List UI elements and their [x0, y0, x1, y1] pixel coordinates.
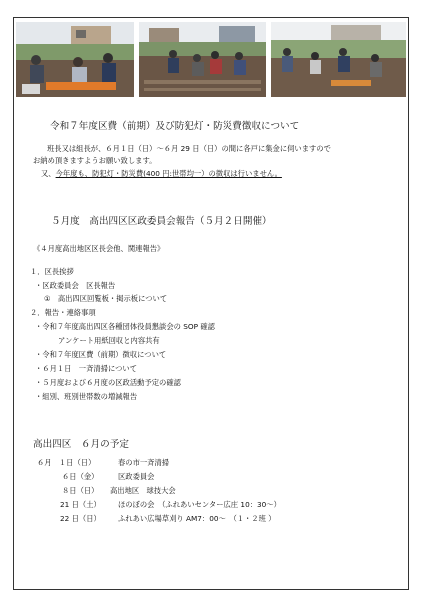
report-item: ・令和７年度高出四区各種団体役員懇談会の SOP 確認 [35, 322, 215, 331]
notice-underlined-text: 今年度も、防犯灯・防災費(400 円:世帯均一）の徴収は行いません。 [55, 169, 282, 178]
notice-line-2: お納め頂きますようお願い致します。 [33, 156, 157, 165]
schedule-date: 21 日（土） [60, 500, 101, 509]
notice-line-1: 班長又は組長が、６月１日（日）～６月 29 日（日）の間に各戸に集金に伺いますので [47, 144, 331, 153]
report-item: ・令和７年度区費（前期）徴収について [35, 350, 167, 359]
report-item: １．区長挨拶 [30, 267, 74, 276]
report-item: ２．報告・連絡事項 [30, 308, 96, 317]
report-subtitle: 《４月度高出地区区長会他、関連報告》 [33, 244, 165, 253]
planting-photo-3 [271, 22, 406, 97]
planting-photo-2 [139, 22, 266, 97]
report-title: ５月度 高出四区区政委員会報告（５月２日開催） [51, 216, 272, 227]
schedule-event: 区政委員会 [118, 472, 155, 481]
schedule-date: ６日（金） [62, 472, 99, 481]
schedule-title: 高出四区 ６月の予定 [33, 439, 129, 450]
schedule-event: 高出地区 球技大会 [110, 486, 176, 495]
schedule-date: ８日（日） [62, 486, 99, 495]
schedule-event: ふれあい広場草刈り AM7：00～ （１・２班 ） [118, 514, 276, 523]
schedule-date: 22 日（日） [60, 514, 101, 523]
schedule-date: ６月 １日（日） [37, 458, 96, 467]
report-item: アンケート用紙回収と内容共有 [58, 336, 160, 345]
schedule-event: 春の市一斉清掃 [118, 458, 170, 467]
report-item: ・区政委員会 区長報告 [35, 281, 116, 290]
notice-line-3 [41, 169, 282, 179]
report-item: ・組別、班別世帯数の増減報告 [35, 392, 138, 401]
notice-line-3-prefix: 又、 [41, 169, 56, 178]
report-item: ・５月度および６月度の区政活動予定の確認 [35, 378, 181, 387]
report-item: ・６月１日 一斉清掃について [35, 364, 138, 373]
schedule-event: ほのぼの会 （ふれあいセンター広庄 10：30～） [118, 500, 281, 509]
planting-photo-1 [16, 22, 134, 97]
report-item: ① 高出四区回覧板・掲示板について [44, 294, 168, 303]
notice-title: 令和７年度区費（前期）及び防犯灯・防災費徴収について [50, 121, 300, 132]
